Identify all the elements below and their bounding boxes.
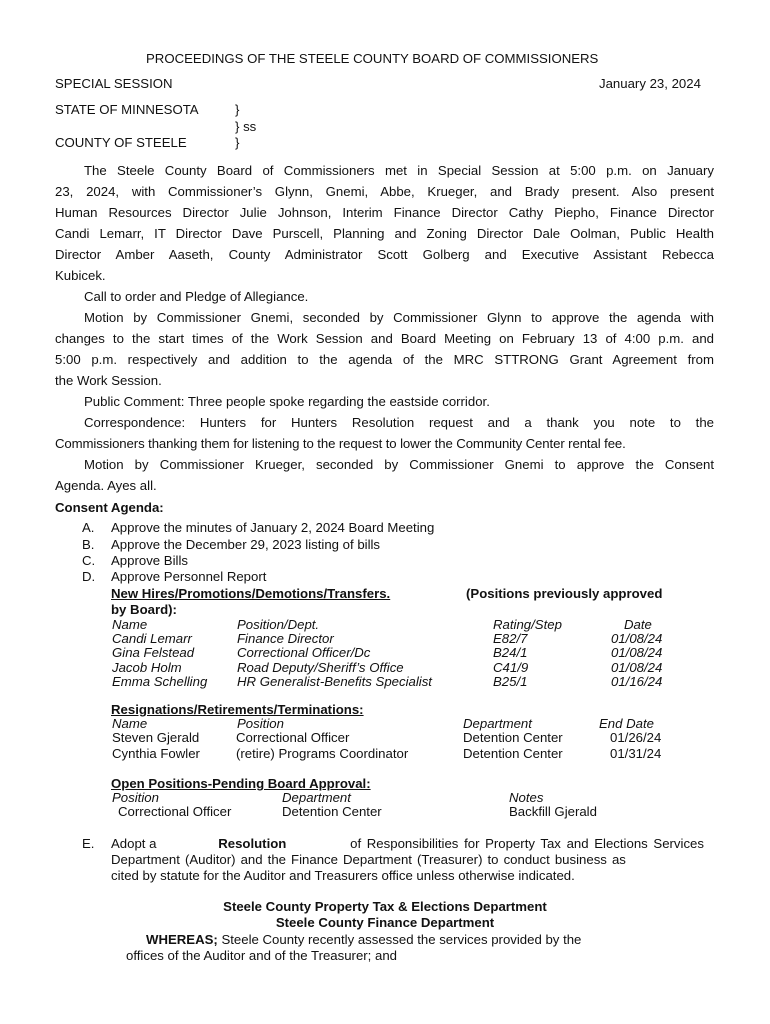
consent-item-e-line3: cited by statute for the Auditor and Treasurers office unless otherwise indicated. [111,868,575,883]
consent-item-a: Approve the minutes of January 2, 2024 Board Meeting [111,520,435,535]
consent-letter-d: D. [82,569,96,584]
open-header-row: Position Department Notes [112,790,544,805]
motion-agenda-paragraph [55,307,714,391]
col-rating: Rating/Step [493,617,562,632]
motion-consent-paragraph [55,454,714,496]
text-line: Commissioners thanking them for listening to the request to lower the Community Center rental fee. [55,436,626,451]
consent-letter-c: C. [82,553,96,568]
brace-3: } [235,135,240,150]
resolution-whereas-cont: offices of the Auditor and of the Treasurer; and [126,948,398,963]
call-to-order: Call to order and Pledge of Allegiance. [84,289,309,304]
consent-item-b: Approve the December 29, 2023 listing of bills [111,537,381,552]
resolution-title-1: Steele County Property Tax & Elections Department [223,899,547,914]
text-line: 23, 2024, with Commissioner’s Glynn, Gnemi, Abbe, Krueger, and Brady present. Also present [55,184,714,199]
text-line: Motion by Commissioner Krueger, seconded by Commissioner Gnemi to approve the Consent [84,457,714,472]
table-row: Gina Felstead Correctional Officer/Dc B24/1 01/08/24 [112,645,663,660]
text-line: Motion by Commissioner Gnemi, seconded by Commissioner Glynn to approve the agenda with [84,310,714,325]
col-date: Date [624,617,652,632]
hires-note-cont: by Board): [111,602,177,617]
resolution-whereas: WHEREAS; Steele County recently assessed the services provided by the [146,932,582,947]
table-row: Cynthia Fowler (retire) Programs Coordinator Detention Center 01/31/24 [112,746,662,761]
session-date: January 23, 2024 [599,76,701,91]
consent-letter-a: A. [82,520,95,535]
table-row: Candi Lemarr Finance Director E82/7 01/08/24 [112,631,663,646]
consent-item-c: Approve Bills [111,553,188,568]
text-line: changes to the start times of the Work Session and Board Meeting on February 13 of 4:00 p.m. and [55,331,714,346]
public-comment: Public Comment: Three people spoke regarding the eastside corridor. [84,394,490,409]
resign-header-row: Name Position Department End Date [112,716,654,731]
text-line: The Steele County Board of Commissioners met in Special Session at 5:00 p.m. on January [84,163,714,178]
text-line: Director Amber Aaseth, County Administrator Scott Golberg and Executive Assistant Rebecca [55,247,714,262]
county-label: COUNTY OF STEELE [55,135,187,150]
hires-note: (Positions previously approved [466,586,663,601]
table-row: Jacob Holm Road Deputy/Sheriff’s Office C41/9 01/08/24 [112,660,663,675]
brace-1: } [235,102,240,117]
text-line: Kubicek. [55,268,106,283]
open-positions-heading: Open Positions-Pending Board Approval: [111,776,371,791]
text-line: Human Resources Director Julie Johnson, Interim Finance Director Cathy Piepho, Finance Director [55,205,714,220]
consent-letter-e: E. [82,836,95,851]
brace-ss: } ss [235,119,257,134]
intro-paragraph [55,160,714,286]
col-position: Position/Dept. [237,617,320,632]
col-name: Name [112,617,148,632]
hires-heading: New Hires/Promotions/Demotions/Transfers. [111,586,391,601]
consent-item-d: Approve Personnel Report [111,569,267,584]
consent-item-e: Adopt a Resolution of Responsibilities for Property Tax and Elections Services [111,836,704,851]
state-label: STATE OF MINNESOTA [55,102,199,117]
resignations-heading: Resignations/Retirements/Terminations: [111,702,364,717]
table-row: Steven Gjerald Correctional Officer Detention Center 01/26/24 [112,730,662,745]
table-row: Emma Schelling HR Generalist-Benefits Specialist B25/1 01/16/24 [112,674,663,689]
text-line: 5:00 p.m. respectively and addition to the agenda of the MRC STTRONG Grant Agreement from [55,352,714,367]
table-row: Correctional Officer Detention Center Backfill Gjerald [118,804,597,819]
hires-header-row [0,617,770,632]
text-line: Correspondence: Hunters for Hunters Resolution request and a thank you note to the [84,415,714,430]
text-line: Agenda. Ayes all. [55,478,157,493]
text-line: Candi Lemarr, IT Director Dave Purscell, Planning and Zoning Director Dale Oolman, Public Health [55,226,714,241]
session-type: SPECIAL SESSION [55,76,173,91]
document-title: PROCEEDINGS OF THE STEELE COUNTY BOARD OF COMMISSIONERS [146,51,599,66]
correspondence-paragraph [55,412,714,454]
resolution-title-2: Steele County Finance Department [275,915,495,930]
consent-item-e-line2: Department (Auditor) and the Finance Department (Treasurer) to conduct business as [111,852,626,867]
text-line: the Work Session. [55,373,162,388]
consent-letter-b: B. [82,537,95,552]
consent-agenda-heading: Consent Agenda: [55,500,164,515]
